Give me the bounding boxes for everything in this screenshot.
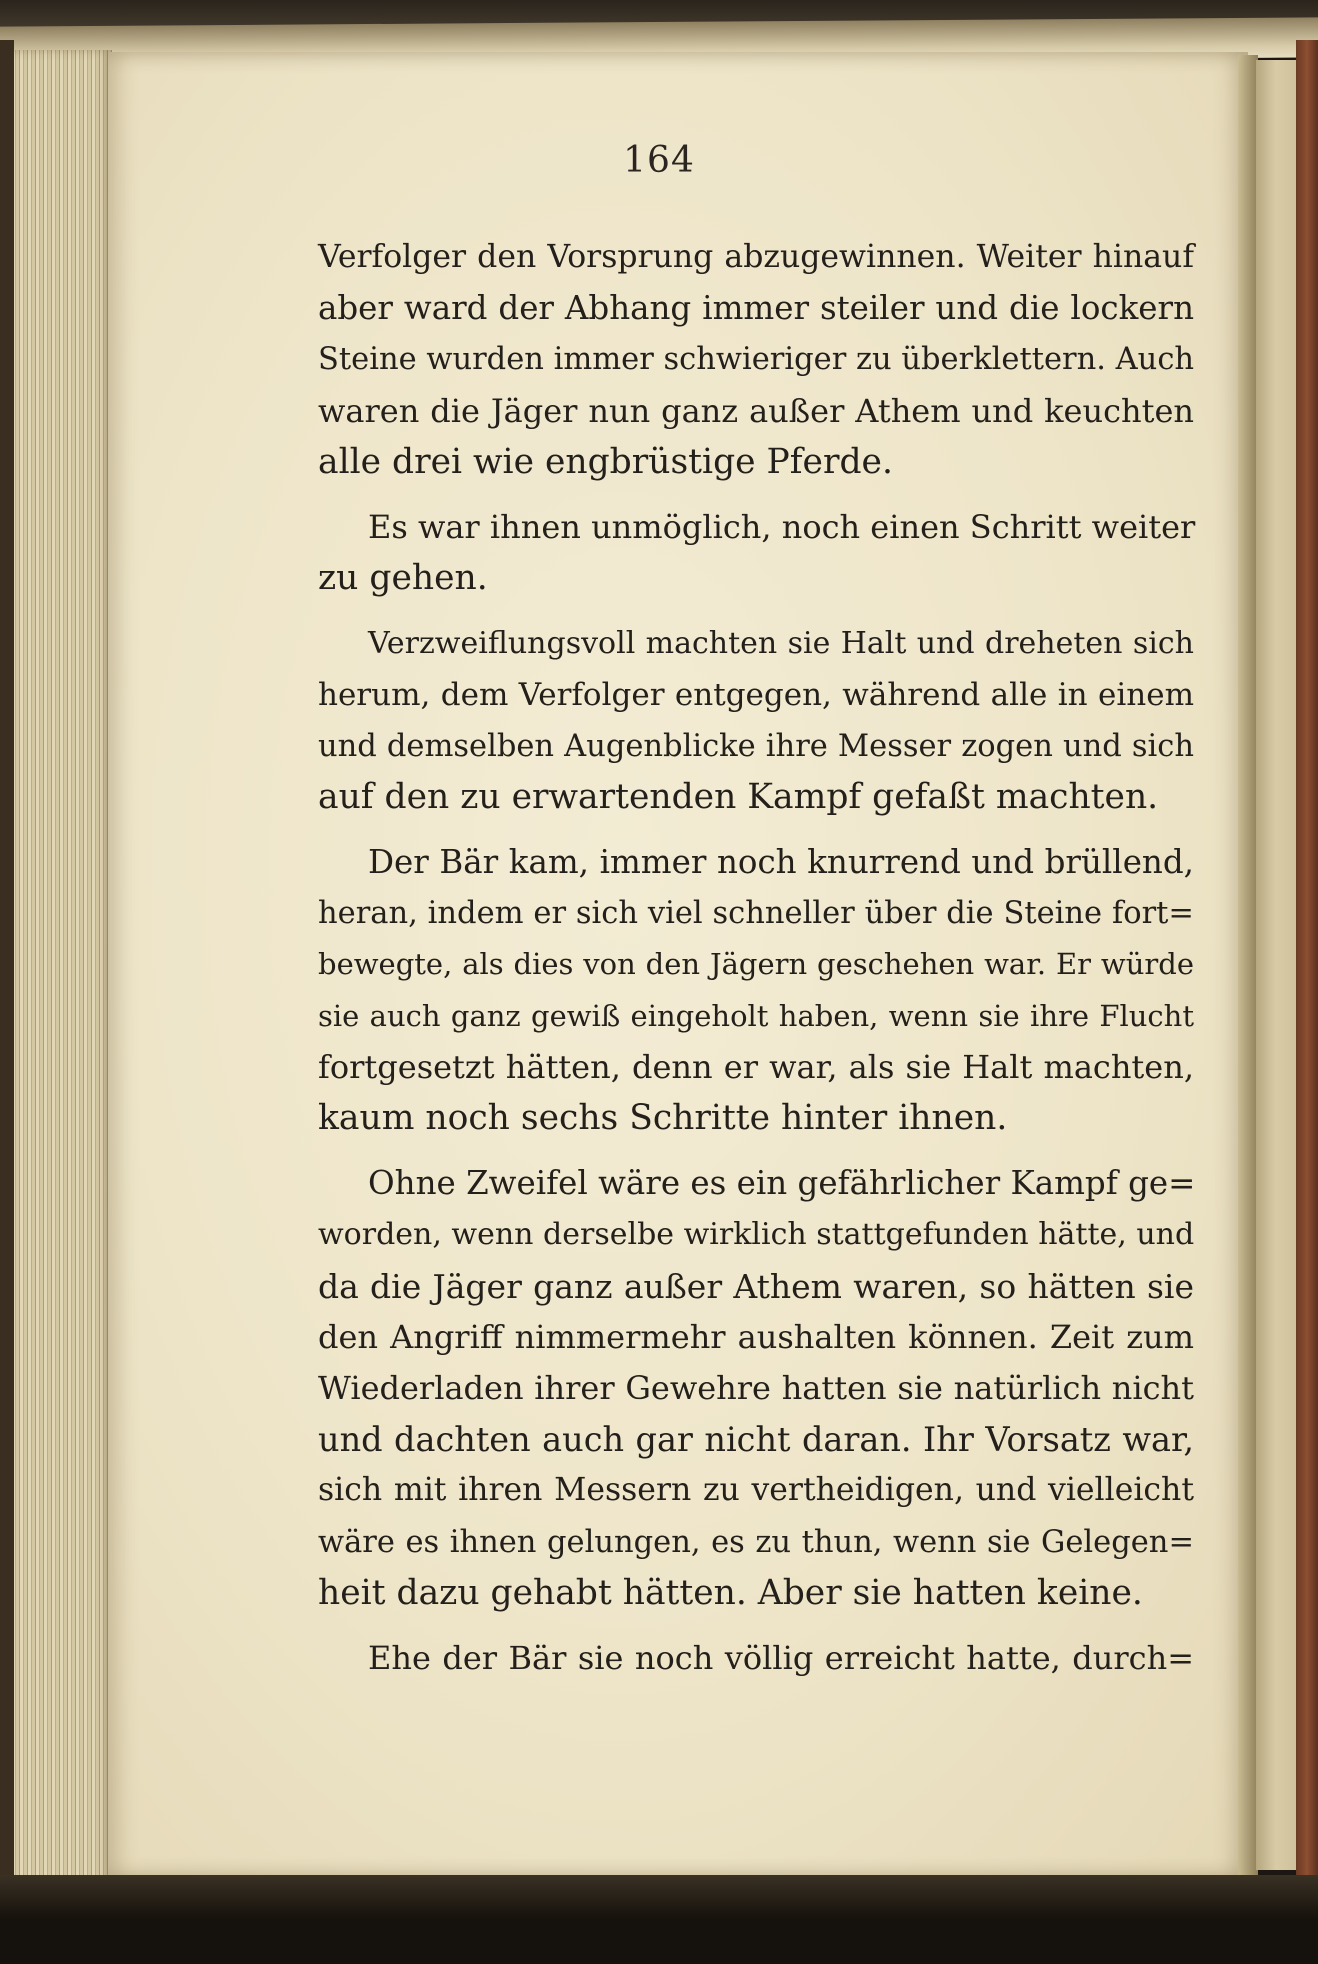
text-line: Der Bär kam, immer noch knurrend und brüllend, <box>368 843 1194 882</box>
paragraph <box>318 232 1194 488</box>
text-line: waren die Jäger nun ganz außer Athem und keuchten <box>318 391 1194 430</box>
paragraph <box>318 502 1194 604</box>
text-line: fortgesetzt hätten, denn er war, als sie Halt machten, <box>318 1047 1194 1086</box>
text-line: und demselben Augenblicke ihre Messer zogen und sich <box>318 728 1194 764</box>
text-line: kaum noch sechs Schritte hinter ihnen. <box>318 1098 1008 1138</box>
paragraph <box>318 1633 1194 1684</box>
paragraph-gap <box>318 823 1194 837</box>
paragraph-gap <box>318 488 1194 502</box>
paragraph-gap <box>318 604 1194 618</box>
text-line: wäre es ihnen gelungen, es zu thun, wenn sie Gelegen= <box>318 1524 1194 1560</box>
text-line: Steine wurden immer schwieriger zu überklettern. Auch <box>318 342 1195 378</box>
paragraph-gap <box>318 1144 1194 1158</box>
text-line: sie auch ganz gewiß eingeholt haben, wenn sie ihre Flucht <box>318 998 1194 1033</box>
text-line: Es war ihnen unmöglich, noch einen Schritt weiter <box>368 507 1196 546</box>
text-line: herum, dem Verfolger entgegen, während alle in einem <box>318 676 1194 713</box>
text-line: worden, wenn derselbe wirklich stattgefunden hätte, und <box>318 1217 1195 1253</box>
book-binding <box>1296 40 1318 1920</box>
page-number: 164 <box>623 140 695 181</box>
page-gutter <box>1238 55 1258 1875</box>
text-line: aber ward der Abhang immer steiler und die lockern <box>318 289 1194 328</box>
text-line: sich mit ihren Messern zu vertheidigen, und vielleicht <box>318 1472 1194 1509</box>
text-line: bewegte, als dies von den Jägern geschehen war. Er würde <box>318 947 1194 982</box>
text-line: Ohne Zweifel wäre es ein gefährlicher Kampf ge= <box>368 1164 1196 1203</box>
paragraph-gap <box>318 1619 1194 1633</box>
paragraph <box>318 1158 1194 1619</box>
text-line: Wiederladen ihrer Gewehre hatten sie natürlich nicht <box>318 1368 1194 1407</box>
text-line: heran, indem er sich viel schneller über die Steine fort= <box>318 896 1194 932</box>
left-cover-edge <box>0 40 14 1900</box>
paragraph <box>318 837 1194 1144</box>
text-line: alle drei wie engbrüstige Pferde. <box>318 441 893 482</box>
text-line: Verfolger den Vorsprung abzugewinnen. Weiter hinauf <box>318 239 1194 275</box>
text-line: den Angriff nimmermehr aushalten können. Zeit zum <box>318 1317 1194 1356</box>
background-bottom <box>0 1875 1318 1964</box>
text-line: auf den zu erwartenden Kampf gefaßt machten. <box>318 776 1159 817</box>
left-page-stack <box>0 50 112 1885</box>
paragraph <box>318 618 1194 823</box>
body-text <box>318 232 1194 1684</box>
text-line: Verzweiflungsvoll machten sie Halt und dreheten sich <box>368 626 1194 662</box>
text-line: und dachten auch gar nicht daran. Ihr Vorsatz war, <box>318 1420 1194 1460</box>
text-line: da die Jäger ganz außer Athem waren, so hätten sie <box>318 1266 1194 1306</box>
text-line: zu gehen. <box>318 558 488 599</box>
text-line: heit dazu gehabt hätten. Aber sie hatten keine. <box>318 1572 1143 1613</box>
text-line: Ehe der Bär sie noch völlig erreicht hatte, durch= <box>368 1638 1194 1677</box>
